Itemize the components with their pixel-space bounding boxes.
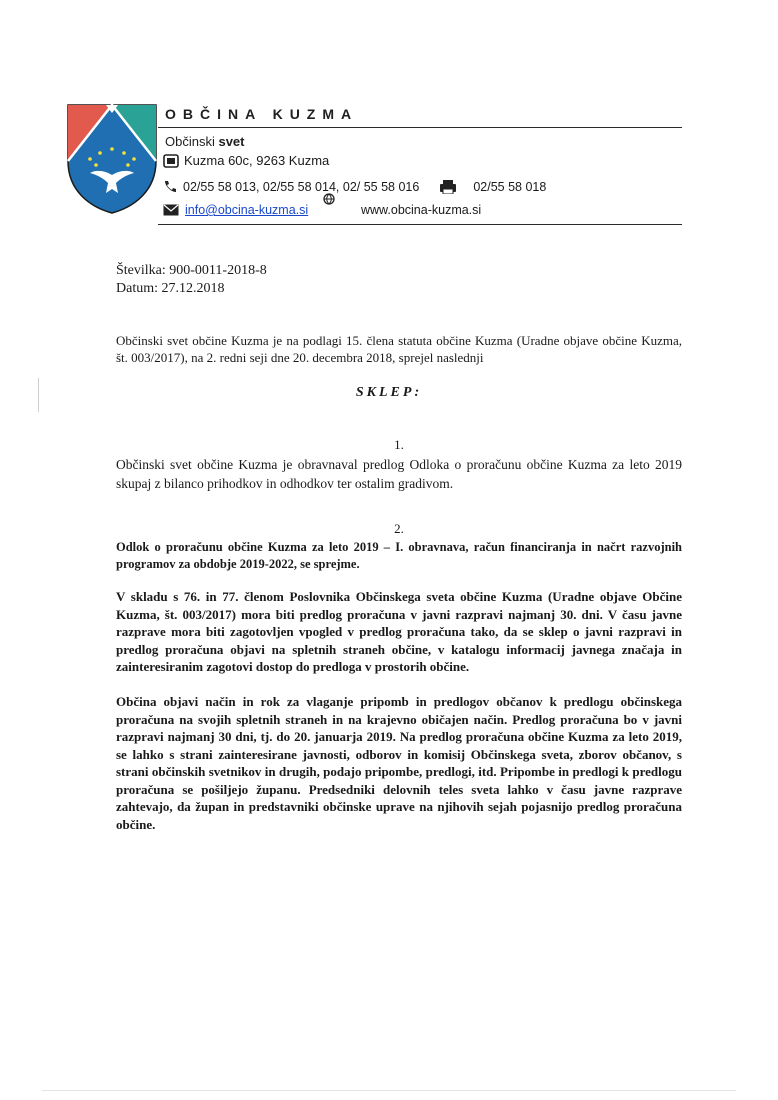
municipality-crest	[66, 103, 158, 215]
phone-numbers: 02/55 58 013, 02/55 58 014, 02/ 55 58 016	[183, 180, 420, 194]
council-prefix: Občinski	[165, 134, 219, 149]
contact-web-row	[163, 203, 683, 217]
resolution-title: SKLEP:	[355, 385, 423, 400]
address-text: Kuzma 60c, 9263 Kuzma	[184, 153, 330, 168]
mailbox-icon	[163, 154, 179, 168]
item1-number: 1.	[394, 437, 404, 452]
globe-icon	[323, 193, 335, 205]
document-date: Datum: 27.12.2018	[116, 281, 225, 296]
website-link[interactable]: www.obcina-kuzma.si	[361, 203, 482, 217]
council-name	[165, 134, 245, 149]
item1-text: Občinski svet občine Kuzma je obravnaval predlog Odloka o proračunu občine Kuzma za leto 2019 skupaj z bilanco prihodkov in odhodkov ter ostalim gradivom.	[116, 457, 682, 491]
fax-icon	[439, 180, 457, 194]
letterhead-bottom-rule	[158, 224, 682, 225]
email-link[interactable]: info@obcina-kuzma.si	[185, 203, 309, 217]
envelope-icon	[163, 204, 179, 216]
fax-number: 02/55 58 018	[473, 180, 547, 194]
intro-paragraph: Občinski svet občine Kuzma je na podlagi 15. člena statuta občine Kuzma (Uradne objave občine Kuzma, št. 003/2017), na 2. redni seji dne 20. decembra 2018, sprejel naslednji	[116, 333, 682, 365]
letterhead-top-rule	[158, 127, 682, 128]
council-bold: svet	[218, 134, 245, 149]
item2-number: 2.	[394, 521, 404, 536]
comments-paragraph: Občina objavi način in rok za vlaganje pripomb in predlogov občanov k predlogu občinskega proračuna na svojih spletnih straneh in na krajevno običajen način. Predlog proračuna bo v javni razpravi najmanj 30 dni, tj. do 20. januarja 2019. Na predlog proračuna občine Kuzma za leto 2019, se lahko s strani zainteresirane javnosti, odborov in komisij Občinskega sveta, zborov občanov, s strani občinskih svetnikov in drugih, podajo pripombe, predlogi, itd. Pripombe in predlogi k predlogu proračuna se pošiljejo županu. Predsedniki delovnih teles sveta lahko v času javne razprave zahtevajo, da župan in predstavniki občinske uprave na njihovih sejah pojasnijo predlog proračuna občine.	[116, 694, 682, 832]
item2-text: Odlok o proračunu občine Kuzma za leto 2019 – I. obravnava, račun financiranja in načrt razvojnih programov za obdobje 2019-2022, se sprejme.	[116, 540, 682, 571]
page-bottom-edge	[42, 1090, 736, 1091]
address-row	[163, 153, 329, 168]
document-number: Številka: 900-0011-2018-8	[116, 263, 267, 278]
document-meta	[116, 262, 267, 298]
organization-name: OBČINA KUZMA	[165, 106, 359, 122]
phone-icon	[163, 180, 177, 194]
phone-row	[163, 180, 546, 194]
public-debate-paragraph: V skladu s 76. in 77. členom Poslovnika Občinskega sveta občine Kuzma (Uradne objave Občine Kuzma, št. 003/2017) mora biti predlog proračuna v javni razpravi najmanj 30. dni. V času javne razprave mora biti zagotovljen vpogled v predlog proračuna tako, da se sklep o javni razpravi in predlog proračuna objavi na spletnih straneh občine, v katalogu informacij javnega značaja in zainteresiranim zagotovi dostop do predloga v prostorih občine.	[116, 589, 682, 674]
